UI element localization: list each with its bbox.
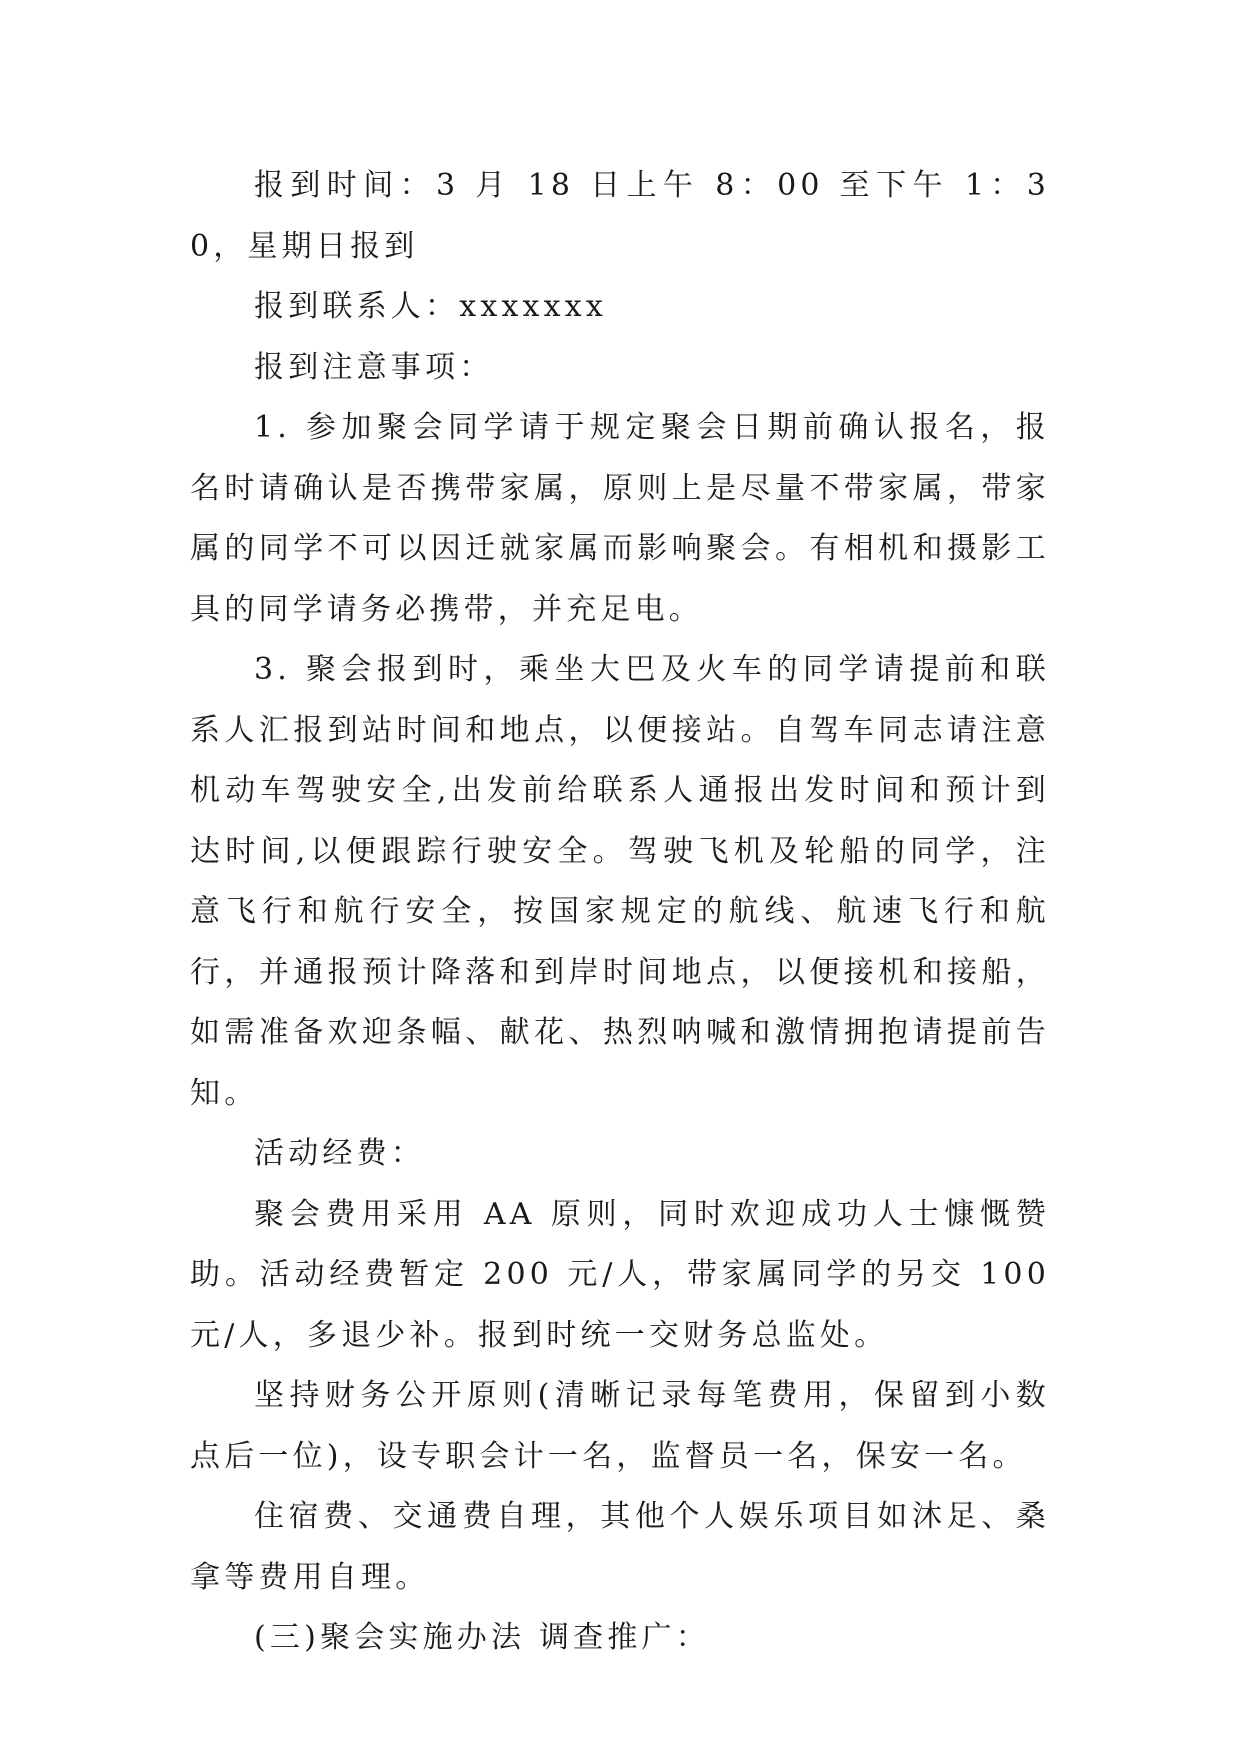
paragraph-report-time: 报到时间：3 月 18 日上午 8：00 至下午 1：30，星期日报到 [190, 168, 1050, 264]
paragraph-funding-aa: 聚会费用采用 AA 原则，同时欢迎成功人士慷慨赞助。活动经费暂定 200 元/人，带家属同学的另交 100 元/人，多退少补。报到时统一交财务总监处。 [190, 1196, 1050, 1353]
paragraph-finance-open: 坚持财务公开原则(清晰记录每笔费用，保留到小数点后一位)，设专职会计一名，监督员一名，保安一名。 [190, 1378, 1050, 1474]
paragraph-note-3: 3. 聚会报到时，乘坐大巴及火车的同学请提前和联系人汇报到站时间和地点，以便接站。自驾车同志请注意机动车驾驶安全,出发前给联系人通报出发时间和预计到达时间,以便跟踪行驶安全。驾驶飞机及轮船的同学，注意飞行和航行安全，按国家规定的航线、航速飞行和航行，并通报预计降落和到岸时间地点，以便接机和接船，如需准备欢迎条幅、献花、热烈呐喊和激情拥抱请提前告知。 [190, 652, 1050, 1111]
paragraph-section-three: (三)聚会实施办法 调查推广： [254, 1620, 710, 1655]
paragraph-note-1: 1. 参加聚会同学请于规定聚会日期前确认报名，报名时请确认是否携带家属，原则上是尽量不带家属，带家属的同学不可以因迁就家属而影响聚会。有相机和摄影工具的同学请务必携带，并充足电。 [190, 410, 1050, 627]
paragraph-self-paid: 住宿费、交通费自理，其他个人娱乐项目如沐足、桑拿等费用自理。 [190, 1499, 1050, 1595]
document-body [190, 156, 1050, 1669]
paragraph-report-notes-heading: 报到注意事项： [254, 349, 494, 385]
paragraph-funding-heading: 活动经费： [254, 1136, 425, 1171]
paragraph-report-contact: 报到联系人：xxxxxxx [254, 289, 608, 324]
